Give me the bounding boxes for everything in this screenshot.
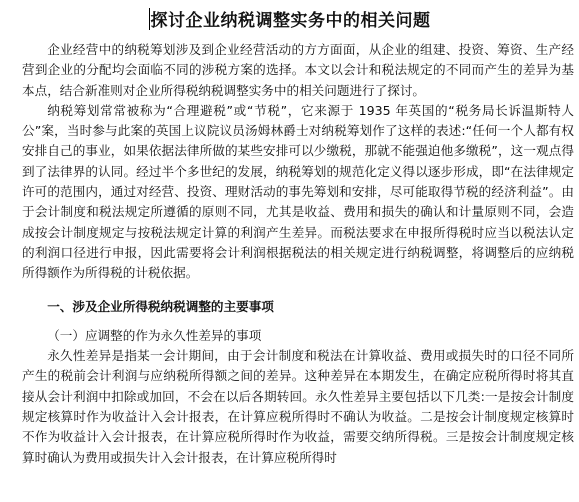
section-heading: 一、涉及企业所得税纳税调整的主要事项 [47,298,274,314]
permanent-difference-paragraph: 永久性差异是指某一会计期间，由于会计制度和税法在计算收益、费用或损失时的口径不同所产生的税前会计利润与应纳税所得额之间的差异。这种差异在本期发生，在确定应税所得时将其直接从会计利润中扣除或加回，不会在以后各期转回。永久性差异主要包括以下几类:一是按会计制度规定核算时作为收益计入会计报表，在计算应税所得时不确认为收益。二是按会计制度规定核算时不作为收益计入会计报表，在计算应税所得时作为收益，需要交纳所得税。三是按会计制度规定核算时确认为费用或损失计入会计报表，在计算应税所得时 [22,348,574,465]
intro-paragraph: 企业经营中的纳税筹划涉及到企业经营活动的方方面面，从企业的组建、投资、筹资、生产经营到企业的分配均会面临不同的涉税方案的选择。本文以会计和税法规定的不同而产生的差异为基本点，结合新准则对企业所得税纳税调整实务中的相关问题进行了探讨。 [22,42,574,98]
document-body [22,40,574,468]
subsection-heading: （一）应调整的作为永久性差异的事项 [47,327,262,343]
tax-planning-paragraph: 纳税筹划常常被称为“合理避税”或“节税”，它来源于 1935 年英国的“税务局长诉温斯特人公”案，当时参与此案的英国上议院议员汤姆林爵士对纳税筹划作了这样的表述:“任何一个人都有权安排自己的事业，如果依据法律所做的某些安排可以少缴税，那就不能强迫他多缴税”，这一观点得到了法律界的认同。经过半个多世纪的发展，纳税筹划的规范化定义得以逐步形成，即“在法律规定许可的范围内，通过对经营、投资、理财活动的事先筹划和安排，尽可能取得节税的经济利益”。由于会计制度和税法规定所遵循的原则不同，尤其是收益、费用和损失的确认和计量原则不同，会造成按会计制度规定与按税法规定计算的利润产生差异。而税法要求在申报所得税时应当以税法认定的利润口径进行申报，因此需要将会计利润根据税法的相关规定进行纳税调整，将调整后的应纳税所得额作为所得税的计税依据。 [22,102,574,281]
document-title: 探讨企业纳税调整实务中的相关问题 [150,11,431,31]
title-row [0,6,579,31]
text-cursor [149,8,150,30]
